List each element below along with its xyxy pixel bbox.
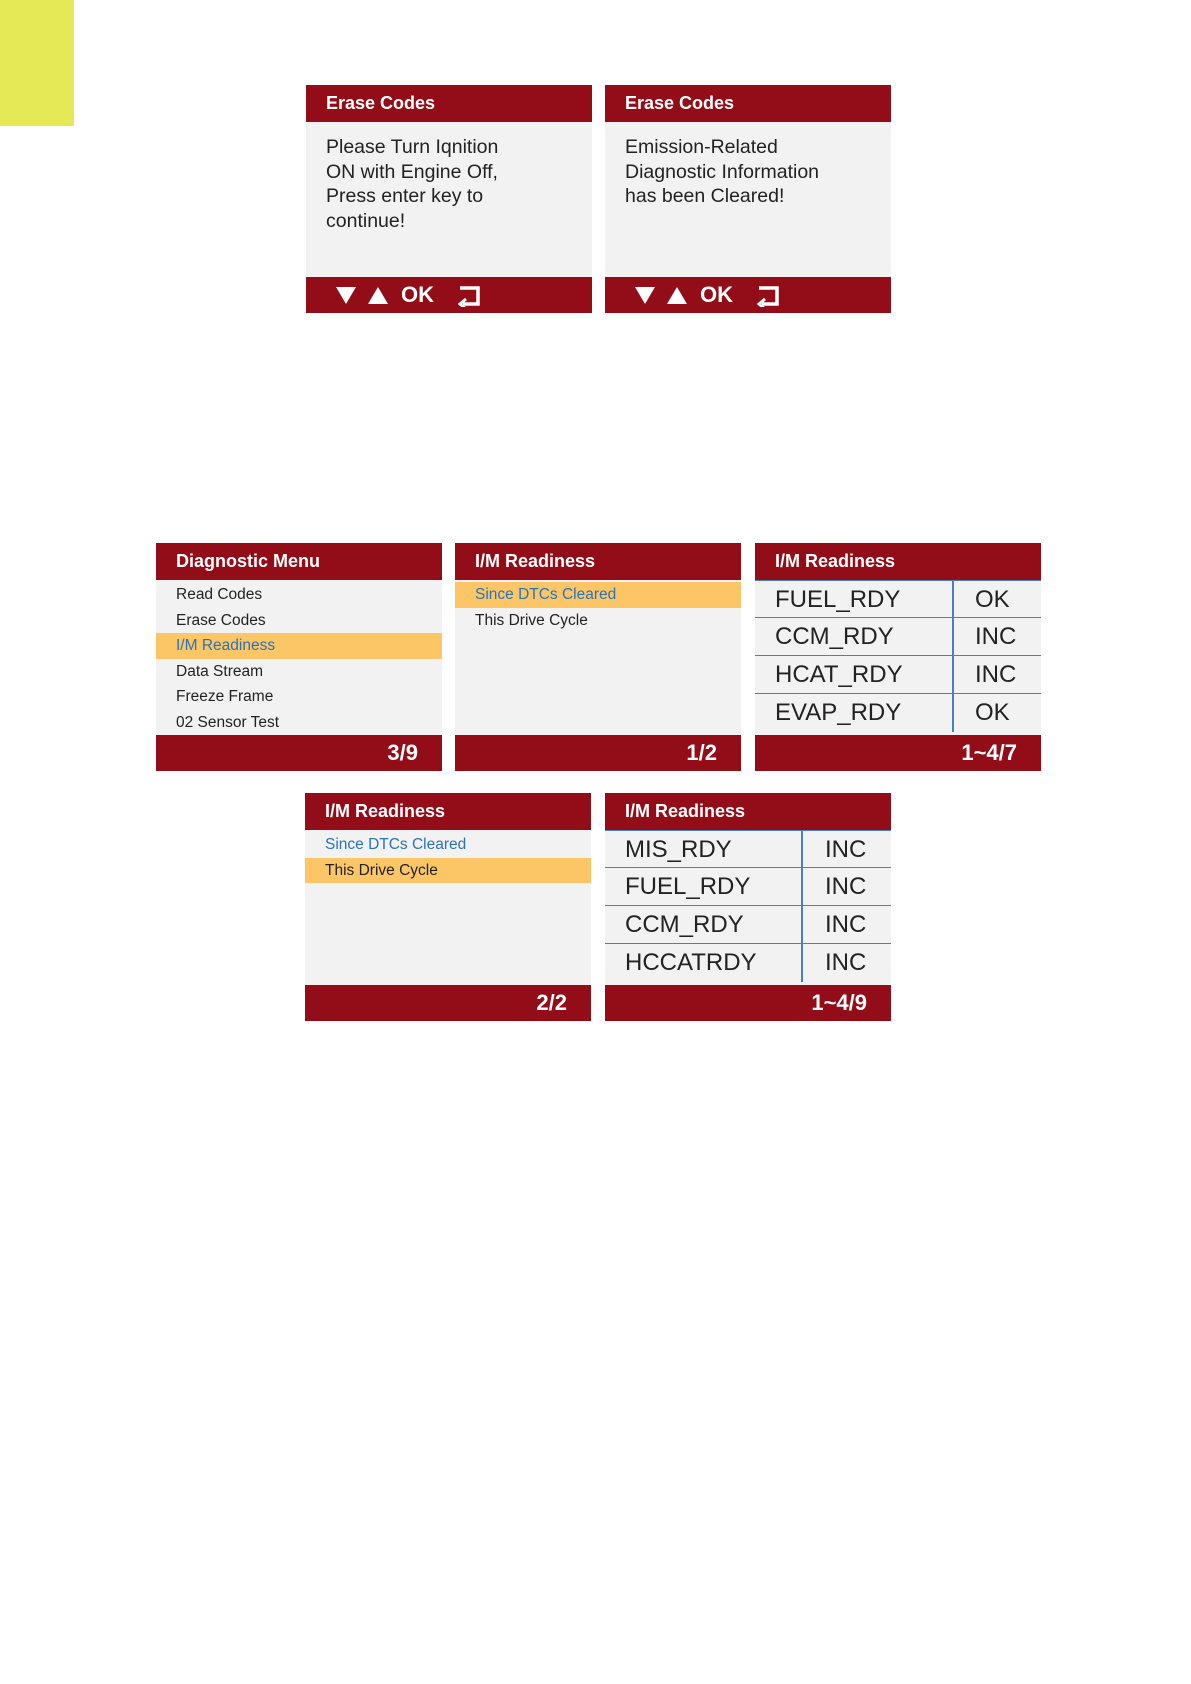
page-indicator: 2/2 xyxy=(536,990,567,1015)
readiness-table xyxy=(755,580,1041,735)
table-row xyxy=(605,868,891,906)
diagnostic-menu-screen xyxy=(156,543,442,771)
menu-item-since-dtcs-cleared[interactable]: Since DTCs Cleared xyxy=(325,836,467,853)
screen-footer xyxy=(605,985,891,1021)
menu-list xyxy=(305,830,591,883)
monitor-name: CCM_RDY xyxy=(625,911,744,938)
screen-footer xyxy=(605,277,891,313)
screen-message xyxy=(326,135,576,233)
erase-codes-done-screen xyxy=(605,85,891,313)
ok-key[interactable]: OK xyxy=(401,282,434,307)
monitor-name: HCAT_RDY xyxy=(775,661,903,688)
column-divider xyxy=(952,581,954,617)
back-icon[interactable] xyxy=(757,285,781,307)
screen-title: I/M Readiness xyxy=(455,543,741,580)
im-readiness-select-screen-2 xyxy=(305,793,591,1021)
column-divider xyxy=(801,906,803,943)
screen-title: I/M Readiness xyxy=(605,793,891,830)
monitor-status: INC xyxy=(825,911,867,938)
message-line: Diagnostic Information xyxy=(625,160,820,183)
screen-footer xyxy=(305,985,591,1021)
menu-list xyxy=(455,580,741,633)
column-divider xyxy=(801,868,803,905)
monitor-status: OK xyxy=(975,699,1010,726)
monitor-name: CCM_RDY xyxy=(775,623,894,650)
table-row xyxy=(605,830,891,868)
monitor-name: MIS_RDY xyxy=(625,836,732,863)
table-row xyxy=(755,580,1041,618)
page-corner-tab xyxy=(0,0,74,126)
ok-key[interactable]: OK xyxy=(700,282,733,307)
message-line: continue! xyxy=(326,209,406,232)
menu-item-data-stream[interactable]: Data Stream xyxy=(176,662,264,680)
screen-footer xyxy=(755,735,1041,771)
table-row xyxy=(605,944,891,982)
screen-footer xyxy=(455,735,741,771)
menu-item-this-drive-cycle[interactable]: This Drive Cycle xyxy=(305,858,591,884)
back-icon[interactable] xyxy=(458,285,482,307)
message-line: has been Cleared! xyxy=(625,185,785,207)
menu-item-read-codes[interactable]: Read Codes xyxy=(176,586,263,603)
column-divider xyxy=(952,694,954,732)
page-indicator: 1/2 xyxy=(686,740,717,765)
nav-keys xyxy=(336,277,576,313)
table-row xyxy=(755,618,1041,656)
nav-keys xyxy=(635,277,875,313)
monitor-status: INC xyxy=(975,661,1017,688)
screen-title: Erase Codes xyxy=(306,85,592,122)
column-divider xyxy=(801,944,803,982)
menu-item-erase-codes[interactable]: Erase Codes xyxy=(176,611,266,629)
menu-item-freeze-frame[interactable]: Freeze Frame xyxy=(176,688,274,705)
im-readiness-status-screen xyxy=(755,543,1041,771)
down-arrow-icon[interactable] xyxy=(336,287,356,304)
message-line: Please Turn Iqnition xyxy=(326,136,499,158)
monitor-name: EVAP_RDY xyxy=(775,699,902,726)
monitor-status: INC xyxy=(825,949,867,976)
monitor-status: INC xyxy=(975,623,1017,650)
menu-item-im-readiness[interactable]: I/M Readiness xyxy=(156,633,442,659)
monitor-name: HCCATRDY xyxy=(625,949,757,976)
screen-footer xyxy=(156,735,442,771)
column-divider xyxy=(952,656,954,693)
monitor-status: OK xyxy=(975,586,1010,613)
column-divider xyxy=(801,831,803,867)
screen-title: Diagnostic Menu xyxy=(156,543,442,580)
message-line: ON with Engine Off, xyxy=(326,160,498,183)
screen-title: I/M Readiness xyxy=(305,793,591,830)
page-indicator: 1~4/7 xyxy=(961,740,1017,765)
column-divider xyxy=(952,618,954,655)
screen-footer xyxy=(306,277,592,313)
table-row xyxy=(605,906,891,944)
page-indicator: 3/9 xyxy=(387,740,418,765)
menu-list xyxy=(156,580,442,735)
monitor-name: FUEL_RDY xyxy=(775,586,901,613)
monitor-name: FUEL_RDY xyxy=(625,873,751,900)
screen-title: I/M Readiness xyxy=(755,543,1041,580)
monitor-status: INC xyxy=(825,836,867,863)
readiness-table xyxy=(605,830,891,985)
erase-codes-prompt-screen xyxy=(306,85,592,313)
menu-item-this-drive-cycle[interactable]: This Drive Cycle xyxy=(475,611,588,629)
menu-item-o2-sensor-test[interactable]: 02 Sensor Test xyxy=(176,713,280,731)
im-readiness-status-screen-2 xyxy=(605,793,891,1021)
im-readiness-select-screen xyxy=(455,543,741,771)
menu-item-since-dtcs-cleared[interactable]: Since DTCs Cleared xyxy=(455,582,741,608)
screen-message xyxy=(625,135,875,209)
table-row xyxy=(755,656,1041,694)
up-arrow-icon[interactable] xyxy=(368,287,388,304)
message-line: Press enter key to xyxy=(326,185,484,207)
up-arrow-icon[interactable] xyxy=(667,287,687,304)
page-indicator: 1~4/9 xyxy=(811,990,867,1015)
monitor-status: INC xyxy=(825,873,867,900)
screen-title: Erase Codes xyxy=(605,85,891,122)
table-row xyxy=(755,694,1041,732)
down-arrow-icon[interactable] xyxy=(635,287,655,304)
message-line: Emission-Related xyxy=(625,136,778,158)
